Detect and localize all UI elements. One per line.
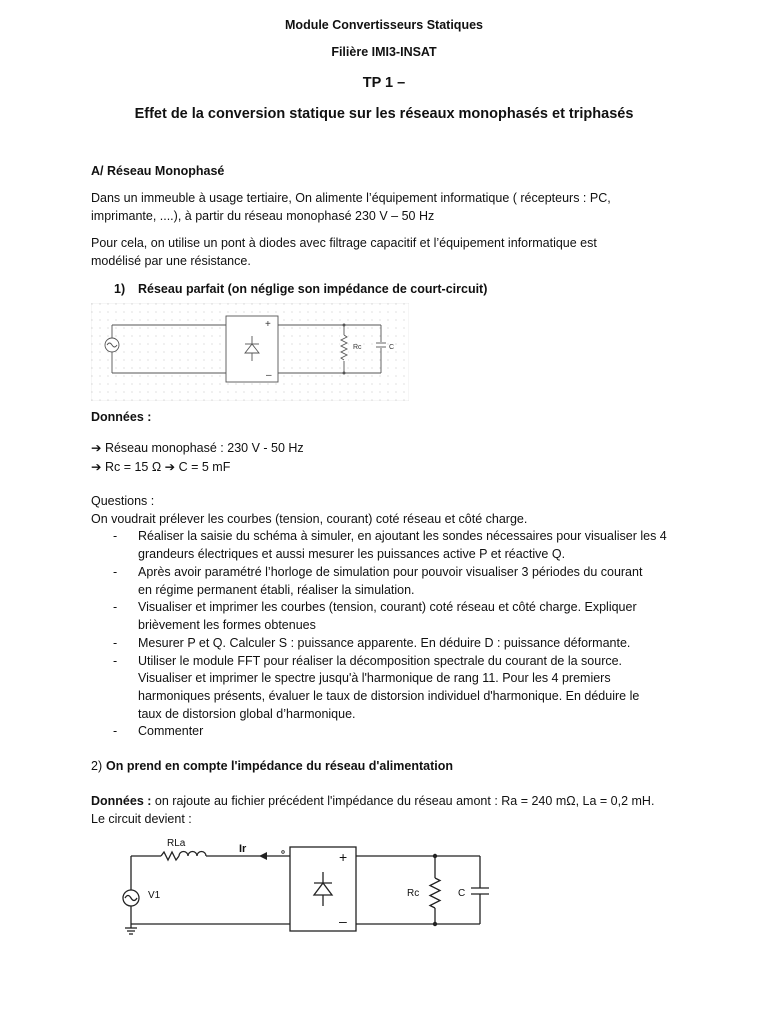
donnees-2-text: on rajoute au fichier précédent l'impédance du réseau amont : Ra = 240 mΩ, La = 0,2 mH. (151, 794, 655, 808)
resistor-ra-icon (161, 852, 179, 860)
v1-label: V1 (148, 890, 161, 901)
tp-title: TP 1 – (362, 75, 406, 91)
question-5-line-1: Utiliser le module FFT pour réaliser la décomposition spectrale du courant de la source. (138, 654, 623, 668)
current-arrow-icon (259, 852, 267, 860)
part-2-heading: On prend en compte l'impédance du réseau d'alimentation (106, 759, 453, 773)
schematic-ideal-network (91, 303, 409, 401)
rc-label-2: Rc (407, 888, 420, 899)
question-6-line-1: Commenter (138, 724, 204, 738)
bridge-plus-label-2: + (339, 849, 348, 865)
inductor-la-icon (179, 852, 206, 857)
donnees-2-line-2: Le circuit devient : (91, 812, 192, 826)
section-a-heading: A/ Réseau Monophasé (91, 164, 225, 178)
part-1-heading: Réseau parfait (on néglige son impédance de court-circuit) (138, 282, 488, 296)
paragraph-2-line-2: modélisé par une résistance. (91, 254, 251, 268)
rc-label-1: Rc (353, 344, 362, 351)
question-1-line-2: grandeurs électriques et aussi mesurer les puissances active P et réactive Q. (138, 547, 566, 561)
question-2-line-1: Après avoir paramétré l’horloge de simulation pour pouvoir visualiser 3 périodes du courant (138, 565, 643, 579)
module-title: Module Convertisseurs Statiques (285, 18, 483, 32)
paragraph-1-line-2: imprimante, ....), à partir du réseau monophasé 230 V – 50 Hz (91, 209, 435, 223)
question-3-line-1: Visualiser et imprimer les courbes (tension, courant) coté réseau et côté charge. Expliquer (138, 600, 637, 614)
question-2-line-2: en régime permanent établi, réaliser la simulation. (138, 583, 415, 597)
bullet-dash: - (113, 600, 118, 614)
page-title: Effet de la conversion statique sur les réseaux monophasés et triphasés (134, 106, 634, 122)
question-4-line-1: Mesurer P et Q. Calculer S : puissance apparente. En déduire D : puissance déformante. (138, 636, 631, 650)
c-label-2: C (458, 888, 466, 899)
question-5-line-2: Visualiser et imprimer le spectre jusqu'à l'harmonique de rang 11. Pour les 4 premiers (138, 671, 611, 685)
part-1-number: 1) (114, 282, 126, 296)
donnees-1-line-1: ➔ Réseau monophasé : 230 V - 50 Hz (91, 441, 304, 455)
paragraph-2-line-1: Pour cela, on utilise un pont à diodes avec filtrage capacitif et l’équipement informatique est (91, 236, 597, 250)
donnees-2-label: Données : (91, 794, 152, 808)
bullet-dash: - (113, 724, 118, 738)
bullet-dash: - (113, 565, 118, 579)
question-5-line-4: taux de distorsion global d’harmonique. (138, 707, 356, 721)
donnees-2-line (91, 794, 654, 808)
ir-label: Ir (239, 843, 247, 855)
c-label-1: C (389, 344, 395, 351)
bridge-minus-label: – (266, 370, 272, 381)
bridge-minus-label-2: – (339, 913, 347, 929)
resistor-rc-icon-2 (430, 878, 440, 908)
paragraph-1-line-1: Dans un immeuble à usage tertiaire, On alimente l’équipement informatique ( récepteurs : PC, (91, 191, 611, 205)
donnees-1-line-2: ➔ Rc = 15 Ω ➔ C = 5 mF (91, 460, 231, 474)
question-3-line-2: brièvement les formes obtenues (138, 618, 316, 632)
donnees-1-heading: Données : (91, 410, 152, 424)
question-1-line-1: Réaliser la saisie du schéma à simuler, en ajoutant les sondes nécessaires pour visualiser les 4 (138, 529, 667, 543)
question-5-line-3: harmoniques présents, évaluer le taux de distorsion individuel d'harmonique. En déduire le (138, 689, 640, 703)
rla-label: RLa (167, 838, 186, 849)
part-2-number: 2) (91, 759, 103, 773)
bullet-dash: - (113, 529, 118, 543)
bullet-dash: - (113, 654, 118, 668)
bullet-dash: - (113, 636, 118, 650)
bridge-plus-label: + (265, 319, 271, 330)
schematic-with-network-impedance (115, 832, 495, 944)
questions-intro: On voudrait prélever les courbes (tension, courant) coté réseau et côté charge. (91, 512, 528, 526)
questions-heading: Questions : (91, 494, 155, 508)
filiere-title: Filière IMI3-INSAT (331, 45, 437, 59)
